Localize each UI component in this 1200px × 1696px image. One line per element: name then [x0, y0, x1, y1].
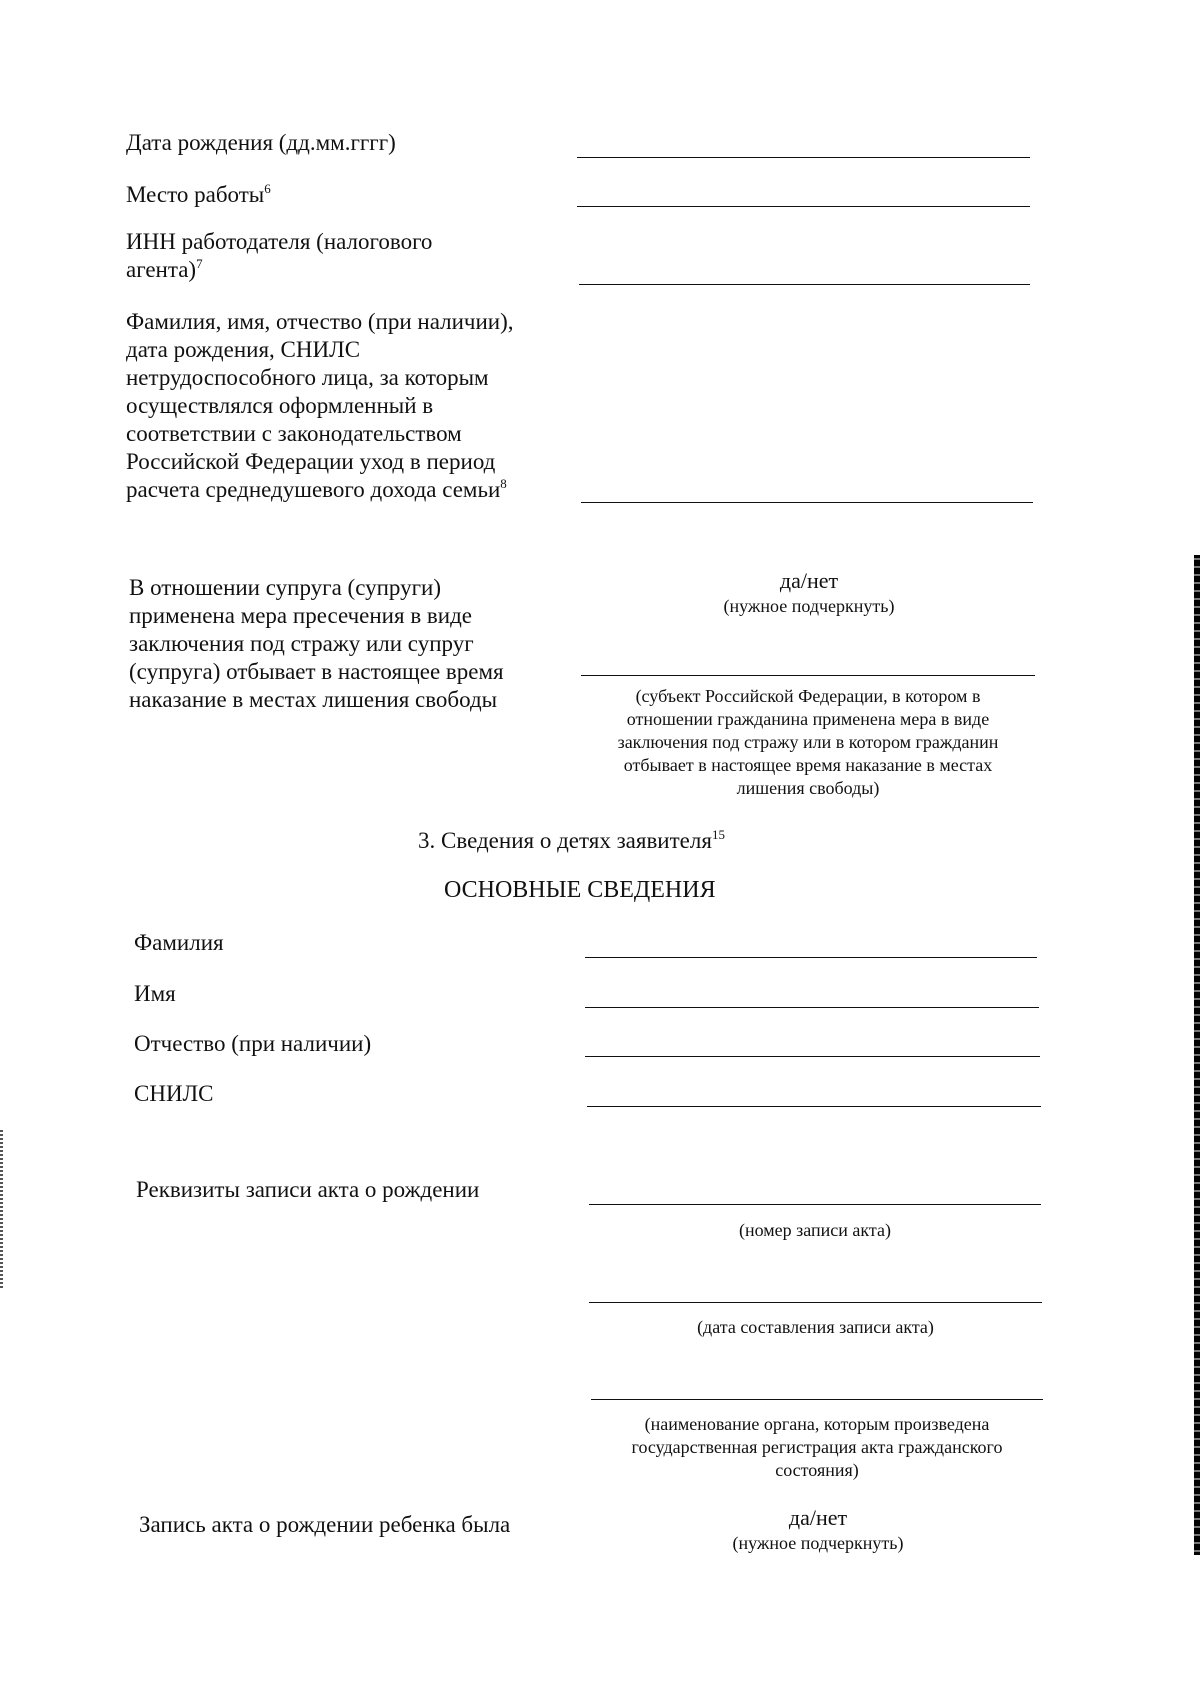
registration-authority-caption: (наименование органа, которым произведена государственная регистрация акта гражданского состояния) [631, 1414, 1003, 1480]
section-3-title: 3. Сведения о детях заявителя$^{15}$ [418, 827, 725, 853]
birth-record-date-field[interactable] [589, 1302, 1042, 1303]
scan-edge-mark [0, 1130, 3, 1290]
child-last-name-field[interactable] [585, 957, 1037, 958]
employer-inn-field[interactable] [579, 284, 1030, 285]
choice-hint: (нужное подчеркнуть) [732, 1533, 904, 1553]
birth-record-number-field[interactable] [589, 1204, 1041, 1205]
section-3-subtitle: ОСНОВНЫЕ СВЕДЕНИЯ [444, 877, 716, 903]
child-first-name-label: Имя [134, 981, 176, 1006]
disabled-person-label: Фамилия, имя, отчество (при наличии), дата рождения, СНИЛС нетрудоспособного лица, за которым осуществлялся оформленный в соответствии с законодательством Российской Федерации уход в период расчета среднедушевого дохода семьи$^8$ [126, 309, 514, 502]
choice-hint: (нужное подчеркнуть) [723, 596, 895, 616]
yes-no-option[interactable]: да/нет [779, 568, 839, 593]
child-snils-field[interactable] [587, 1106, 1041, 1107]
workplace-label: Место работы$^6$ [126, 181, 271, 207]
detention-label: В отношении супруга (супруги) применена мера пресечения в виде заключения под стражу или супруг (супруга) отбывает в настоящее время наказание в местах лишения свободы [129, 575, 504, 712]
record-was-label: Запись акта о рождении ребенка была [139, 1512, 511, 1537]
footnote-ref: 7 [196, 256, 203, 271]
footnote-ref: 6 [264, 181, 271, 196]
birth-record-date-caption: (дата составления записи акта) [697, 1317, 934, 1337]
footnote-ref: 8 [500, 476, 507, 491]
scan-edge-mark [1194, 555, 1200, 1555]
footnote-ref: 15 [711, 827, 725, 842]
registration-authority-field[interactable] [591, 1399, 1043, 1400]
child-patronymic-label: Отчество (при наличии) [134, 1031, 372, 1056]
child-first-name-field[interactable] [585, 1007, 1039, 1008]
detention-region-field[interactable] [581, 675, 1035, 676]
birth-date-label: Дата рождения (дд.мм.гггг) [126, 130, 396, 155]
birth-record-number-caption: (номер записи акта) [739, 1220, 891, 1240]
detention-region-caption: (субъект Российской Федерации, в котором в отношении гражданина применена мера в виде заключения под стражу или в котором гражданин отбывает в настоящее время наказание в местах лишения свободы) [617, 686, 999, 798]
record-was-choice[interactable] [688, 1505, 948, 1555]
detention-choice[interactable] [679, 568, 939, 618]
disabled-person-field[interactable] [581, 502, 1033, 503]
workplace-field[interactable] [577, 206, 1030, 207]
employer-inn-label: ИНН работодателя (налогового агента)$^7$ [126, 229, 433, 282]
birth-date-field[interactable] [577, 157, 1030, 158]
child-patronymic-field[interactable] [585, 1056, 1040, 1057]
child-snils-label: СНИЛС [134, 1081, 214, 1106]
yes-no-option[interactable]: да/нет [788, 1505, 848, 1530]
child-last-name-label: Фамилия [134, 930, 224, 955]
birth-record-label: Реквизиты записи акта о рождении [136, 1177, 480, 1202]
